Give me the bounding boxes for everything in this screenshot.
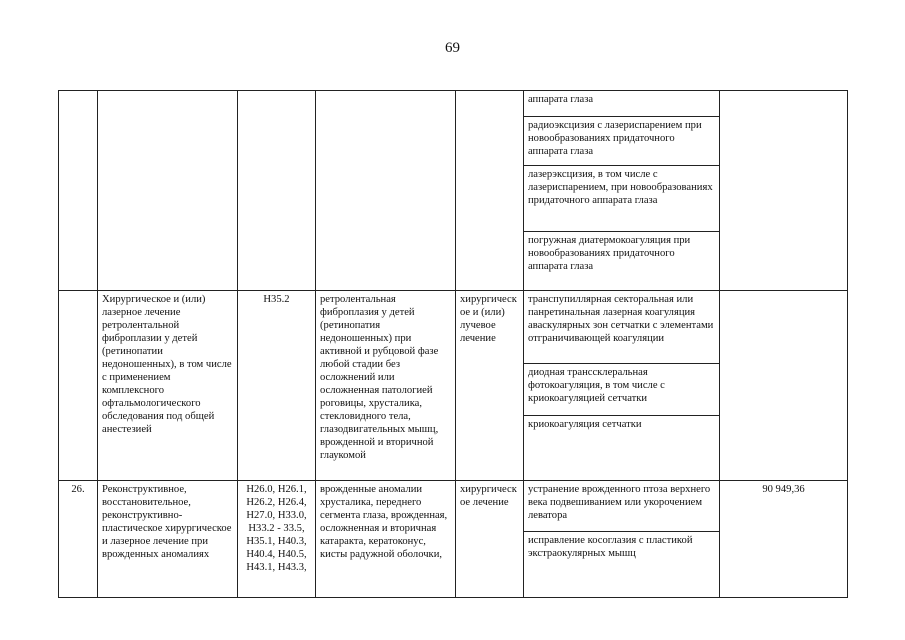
treatment-type: хирургическ ое лечение bbox=[456, 481, 524, 598]
price bbox=[720, 291, 848, 481]
page-number: 69 bbox=[445, 40, 460, 56]
price: 90 949,36 bbox=[720, 481, 848, 598]
care-type-name: Реконструктивное, восстановительное, реконструктивно- пластическое хирургическое и лазерное лечение при врожденных аномалиях bbox=[98, 481, 238, 598]
disease-model bbox=[316, 91, 456, 291]
icd-codes: H26.0, H26.1, H26.2, H26.4, H27.0, H33.0, H33.2 - 33.5, H35.1, H40.3, H40.4, H40.5, H43.1, H43.3, bbox=[238, 481, 316, 598]
care-type-name bbox=[98, 91, 238, 291]
method-item: устранение врожденного птоза верхнего века подвешиванием или укорочением леватора bbox=[524, 481, 719, 532]
row-number bbox=[59, 91, 98, 291]
method-item: аппарата глаза bbox=[524, 91, 719, 117]
method-item: погружная диатермокоагуляция при новообразованиях придаточного аппарата глаза bbox=[528, 235, 691, 272]
method-item: лазерэксцизия, в том числе с лазериспарением, при новообразованиях придаточного аппарата глаза bbox=[524, 166, 719, 232]
treatment-methods bbox=[524, 291, 720, 481]
method-item: исправление косоглазия с пластикой экстраокулярных мышц bbox=[528, 535, 693, 559]
treatment-methods bbox=[524, 481, 720, 598]
method-item: транспупиллярная секторальная или панретинальная лазерная коагуляция аваскулярных зон сетчатки с элементами отграничивающей коагуляции bbox=[524, 291, 719, 364]
price bbox=[720, 91, 848, 291]
disease-model: врожденные аномалии хрусталика, переднего сегмента глаза, врожденная, осложненная и вторичная катаракта, кератоконус, кисты радужной оболочки, bbox=[316, 481, 456, 598]
method-item: диодная транссклеральная фотокоагуляция, в том числе с криокоагуляцией сетчатки bbox=[524, 364, 719, 416]
method-item: радиоэксцизия с лазериспарением при новообразованиях придаточного аппарата глаза bbox=[524, 117, 719, 166]
treatment-type bbox=[456, 91, 524, 291]
medical-care-table bbox=[58, 90, 848, 598]
icd-codes: H35.2 bbox=[238, 291, 316, 481]
icd-codes bbox=[238, 91, 316, 291]
table-row bbox=[59, 91, 848, 291]
treatment-methods bbox=[524, 91, 720, 291]
method-item: криокоагуляция сетчатки bbox=[528, 419, 642, 430]
treatment-type: хирургическ ое и (или) лучевое лечение bbox=[456, 291, 524, 481]
row-number bbox=[59, 291, 98, 481]
table-row bbox=[59, 481, 848, 598]
care-type-name: Хирургическое и (или) лазерное лечение ретролентальной фиброплазии у детей (ретинопатии недоношенных), в том числе с применением комплексного офтальмологического обследования под общей анестезией bbox=[98, 291, 238, 481]
disease-model: ретролентальная фиброплазия у детей (ретинопатия недоношенных) при активной и рубцовой фазе любой стадии без осложнений или осложненная патологией роговицы, хрусталика, стекловидного тела, глазодвигательных мышц, врожденной и вторичной глаукомой bbox=[316, 291, 456, 481]
table-row bbox=[59, 291, 848, 481]
row-number: 26. bbox=[59, 481, 98, 598]
